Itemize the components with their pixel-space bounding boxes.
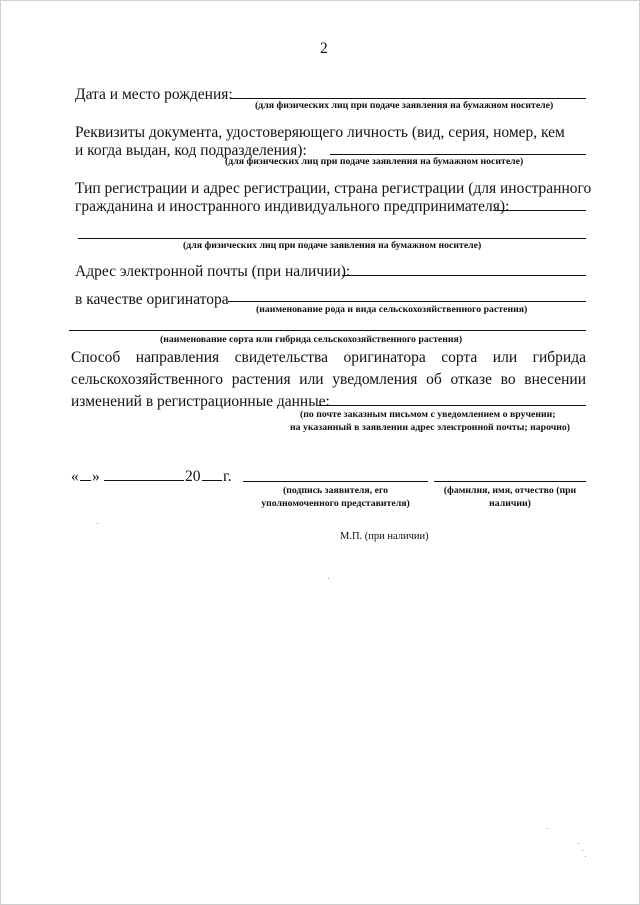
birth-field[interactable]	[230, 98, 586, 99]
delivery-label-line2: сельскохозяйственного растения или уведомления об отказе во внесении	[71, 371, 586, 388]
registration-field-1[interactable]	[495, 210, 586, 211]
delivery-hint-2: на указанный в заявлении адрес электронной почты; нарочно)	[290, 422, 571, 433]
email-label: Адрес электронной почты (при наличии):	[75, 263, 351, 280]
scan-speck	[578, 843, 579, 844]
scan-speck	[328, 578, 329, 579]
stamp-note: М.П. (при наличии)	[340, 531, 429, 542]
delivery-field[interactable]	[318, 405, 586, 406]
date-day-field[interactable]	[80, 480, 91, 481]
date-quote-close: »	[92, 468, 100, 485]
signature-hint: (подпись заявителя, его уполномоченного представителя)	[261, 485, 410, 509]
originator-genus-hint: (наименование рода и вида сельскохозяйственного растения)	[256, 304, 528, 315]
signature-field[interactable]	[243, 481, 428, 482]
date-year-suffix: г.	[223, 468, 232, 485]
registration-field-2[interactable]	[78, 238, 586, 239]
delivery-label-line3: изменений в регистрационные данные:	[71, 393, 330, 410]
registration-label-line2: гражданина и иностранного индивидуального предпринимателя):	[75, 198, 510, 215]
birth-label: Дата и место рождения:	[75, 86, 233, 103]
date-year-prefix: 20	[185, 468, 201, 485]
originator-label: в качестве оригинатора	[75, 291, 229, 308]
identity-doc-hint: (для физических лиц при подаче заявления на бумажном носителе)	[225, 156, 524, 167]
delivery-hint-1: (по почте заказным письмом с уведомлением о вручении;	[300, 409, 556, 420]
date-quote-open: «	[71, 468, 79, 485]
birth-hint: (для физических лиц при подаче заявления на бумажном носителе)	[255, 100, 554, 111]
full-name-field[interactable]	[434, 481, 586, 482]
date-year-field[interactable]	[202, 480, 222, 481]
delivery-label-line1: Способ направления свидетельства оригинатора сорта или гибрида	[71, 349, 586, 366]
identity-doc-field[interactable]	[330, 154, 586, 155]
scan-speck	[582, 850, 583, 851]
identity-doc-label-line1: Реквизиты документа, удостоверяющего личность (вид, серия, номер, кем	[75, 124, 565, 141]
originator-variety-field[interactable]	[69, 330, 586, 331]
originator-genus-field[interactable]	[228, 301, 586, 302]
registration-label-line1: Тип регистрации и адрес регистрации, страна регистрации (для иностранного	[75, 180, 592, 197]
identity-doc-label-line2: и когда выдан, код подразделения):	[75, 142, 307, 159]
date-month-field[interactable]	[104, 480, 184, 481]
full-name-hint: (фамилия, имя, отчество (при наличии)	[443, 485, 577, 509]
email-field[interactable]	[342, 275, 586, 276]
scan-speck	[97, 523, 98, 524]
originator-variety-hint: (наименование сорта или гибрида сельскохозяйственного растения)	[160, 334, 463, 345]
scan-speck	[585, 856, 586, 857]
scan-speck	[547, 828, 548, 829]
page-number: 2	[320, 40, 328, 57]
registration-hint: (для физических лиц при подаче заявления на бумажном носителе)	[183, 240, 482, 251]
